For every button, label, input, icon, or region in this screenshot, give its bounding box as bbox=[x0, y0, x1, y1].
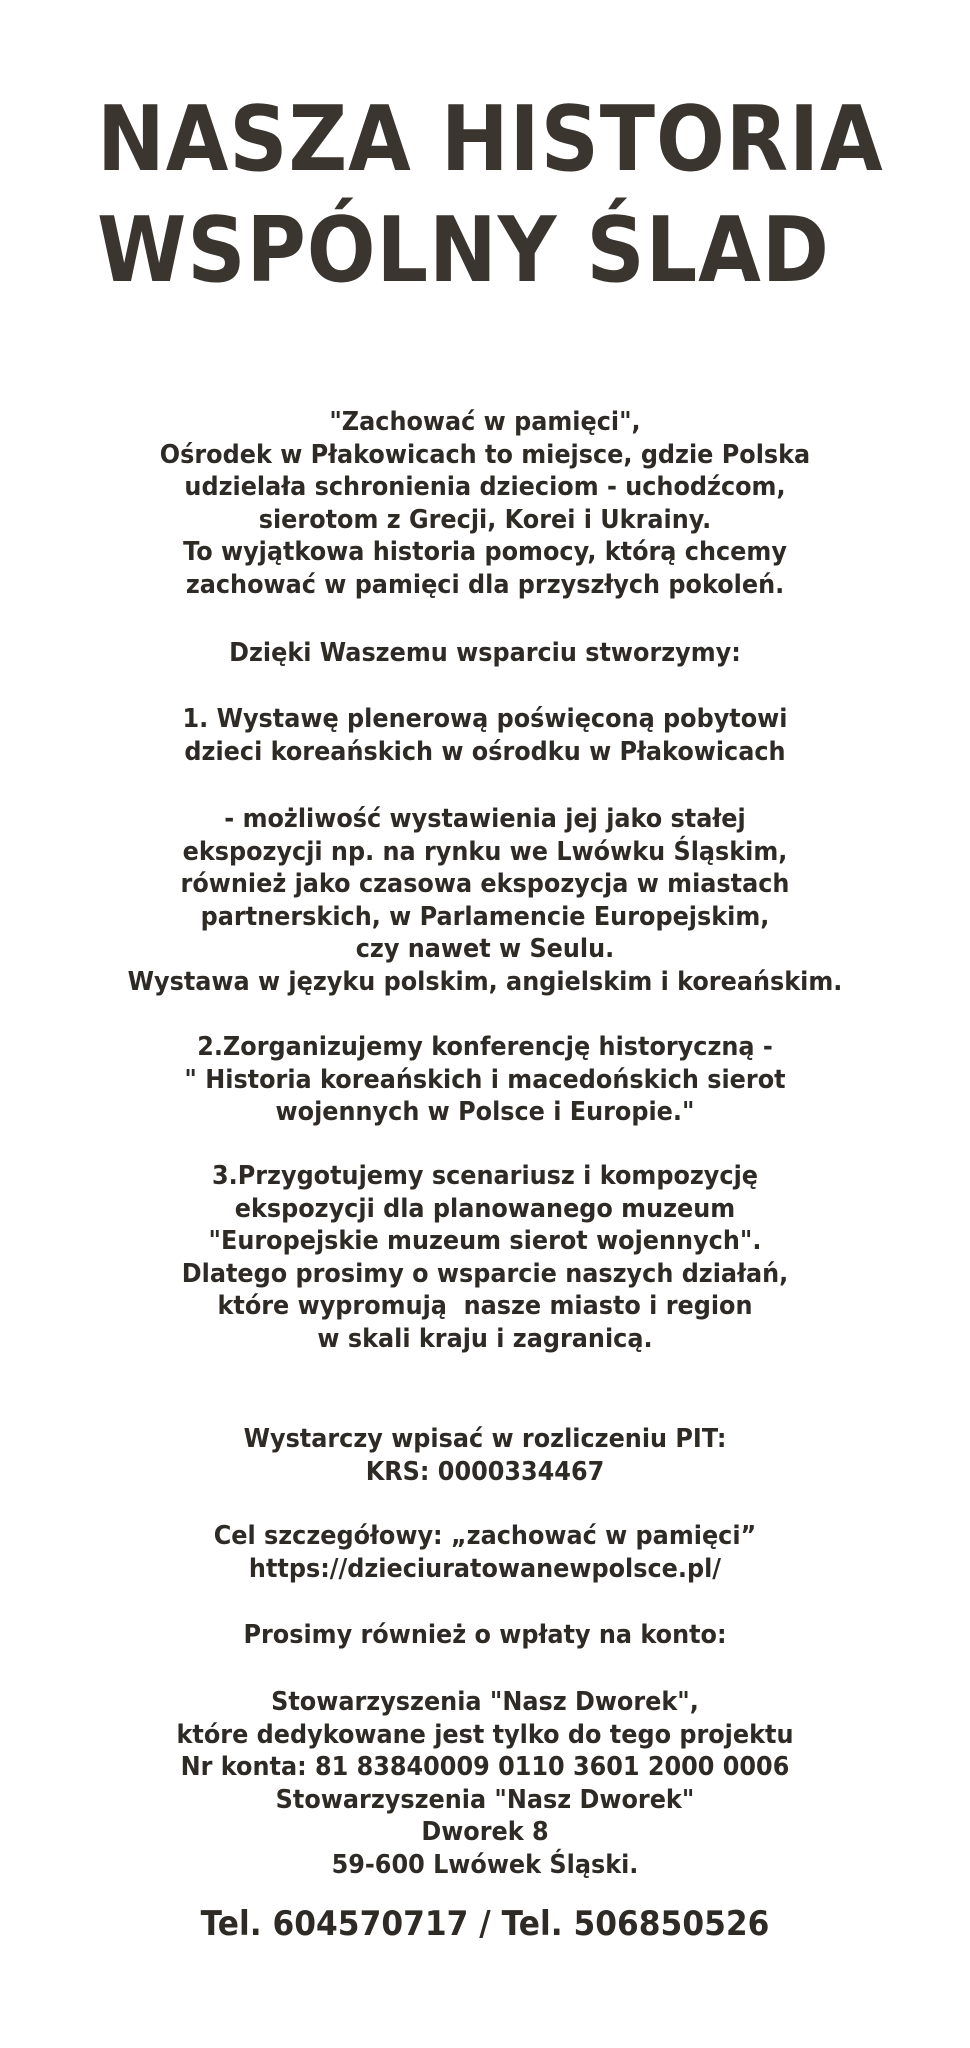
text-line: "Zachować w pamięci", bbox=[329, 407, 641, 437]
text-line: Stowarzyszenia "Nasz Dworek", bbox=[271, 1687, 699, 1717]
text-line: zachować w pamięci dla przyszłych pokoleń. bbox=[185, 569, 785, 600]
item-1-exhibition bbox=[39, 703, 931, 768]
intro-paragraph bbox=[39, 406, 931, 601]
text-line: w skali kraju i zagranicą. bbox=[317, 1323, 653, 1354]
text-line: 1. Wystawę plenerową poświęconą pobytowi bbox=[182, 704, 788, 734]
text-line: Ośrodek w Płakowicach to miejsce, gdzie Polska bbox=[159, 439, 811, 470]
text-line: sierotom z Grecji, Korei i Ukrainy. bbox=[258, 504, 712, 535]
text-line: 3.Przygotujemy scenariusz i kompozycję bbox=[211, 1161, 758, 1191]
text-line: Stowarzyszenia "Nasz Dworek" bbox=[275, 1784, 695, 1815]
support-heading bbox=[39, 637, 931, 670]
text-line: partnerskich, w Parlamencie Europejskim, bbox=[200, 901, 770, 932]
text-line: - możliwość wystawienia jej jako stałej bbox=[224, 804, 746, 834]
text-line: ekspozycji np. na rynku we Lwówku Śląskim, bbox=[182, 836, 788, 867]
item-2-conference bbox=[39, 1031, 931, 1129]
text-line: wojennych w Polsce i Europie." bbox=[275, 1097, 695, 1127]
goal-section bbox=[39, 1520, 931, 1585]
item-3-museum bbox=[39, 1160, 931, 1355]
account-number: Nr konta: 81 83840009 0110 3601 2000 0006 bbox=[180, 1752, 790, 1782]
donation-heading bbox=[39, 1619, 931, 1652]
text-line: dzieci koreańskich w ośrodku w Płakowicach bbox=[184, 736, 786, 767]
title-line-1: NASZA HISTORIA bbox=[97, 87, 884, 192]
krs-number: KRS: 0000334467 bbox=[365, 1456, 605, 1487]
text-line: "Europejskie muzeum sierot wojennych". bbox=[208, 1226, 762, 1256]
item-1-details bbox=[39, 803, 931, 998]
text-line: czy nawet w Seulu. bbox=[355, 934, 615, 964]
phone-numbers: Tel. 604570717 / Tel. 506850526 bbox=[200, 1904, 770, 1944]
text-line: również jako czasowa ekspozycja w miastach bbox=[180, 869, 790, 899]
bank-account-details bbox=[39, 1686, 931, 1881]
text-line: Wystawa w języku polskim, angielskim i koreańskim. bbox=[127, 966, 843, 997]
pit-instruction bbox=[39, 1423, 931, 1488]
text-line: udzielała schronienia dzieciom - uchodźcom, bbox=[184, 472, 786, 502]
text-line: Dzięki Waszemu wsparciu stworzymy: bbox=[229, 638, 741, 668]
text-line: które wypromują nasze miasto i region bbox=[217, 1291, 753, 1321]
text-line: 2.Zorganizujemy konferencję historyczną - bbox=[197, 1032, 773, 1062]
text-line: To wyjątkowa historia pomocy, którą chcemy bbox=[183, 537, 787, 567]
website-link[interactable]: https://dzieciuratowanewpolsce.pl/ bbox=[248, 1553, 722, 1584]
text-line: ekspozycji dla planowanego muzeum bbox=[234, 1193, 736, 1224]
title-line-2: WSPÓLNY ŚLAD bbox=[97, 198, 830, 303]
page-title bbox=[97, 84, 884, 306]
text-line: 59-600 Lwówek Śląski. bbox=[331, 1849, 639, 1880]
text-line: Wystarczy wpisać w rozliczeniu PIT: bbox=[243, 1424, 727, 1454]
text-line: Prosimy również o wpłaty na konto: bbox=[243, 1620, 727, 1650]
text-line: Dworek 8 bbox=[421, 1817, 549, 1847]
text-line: Dlatego prosimy o wsparcie naszych działań, bbox=[181, 1258, 789, 1289]
text-line: Cel szczegółowy: „zachować w pamięci” bbox=[213, 1521, 757, 1551]
text-line: które dedykowane jest tylko do tego projektu bbox=[176, 1719, 794, 1750]
text-line: " Historia koreańskich i macedońskich sierot bbox=[184, 1064, 786, 1095]
